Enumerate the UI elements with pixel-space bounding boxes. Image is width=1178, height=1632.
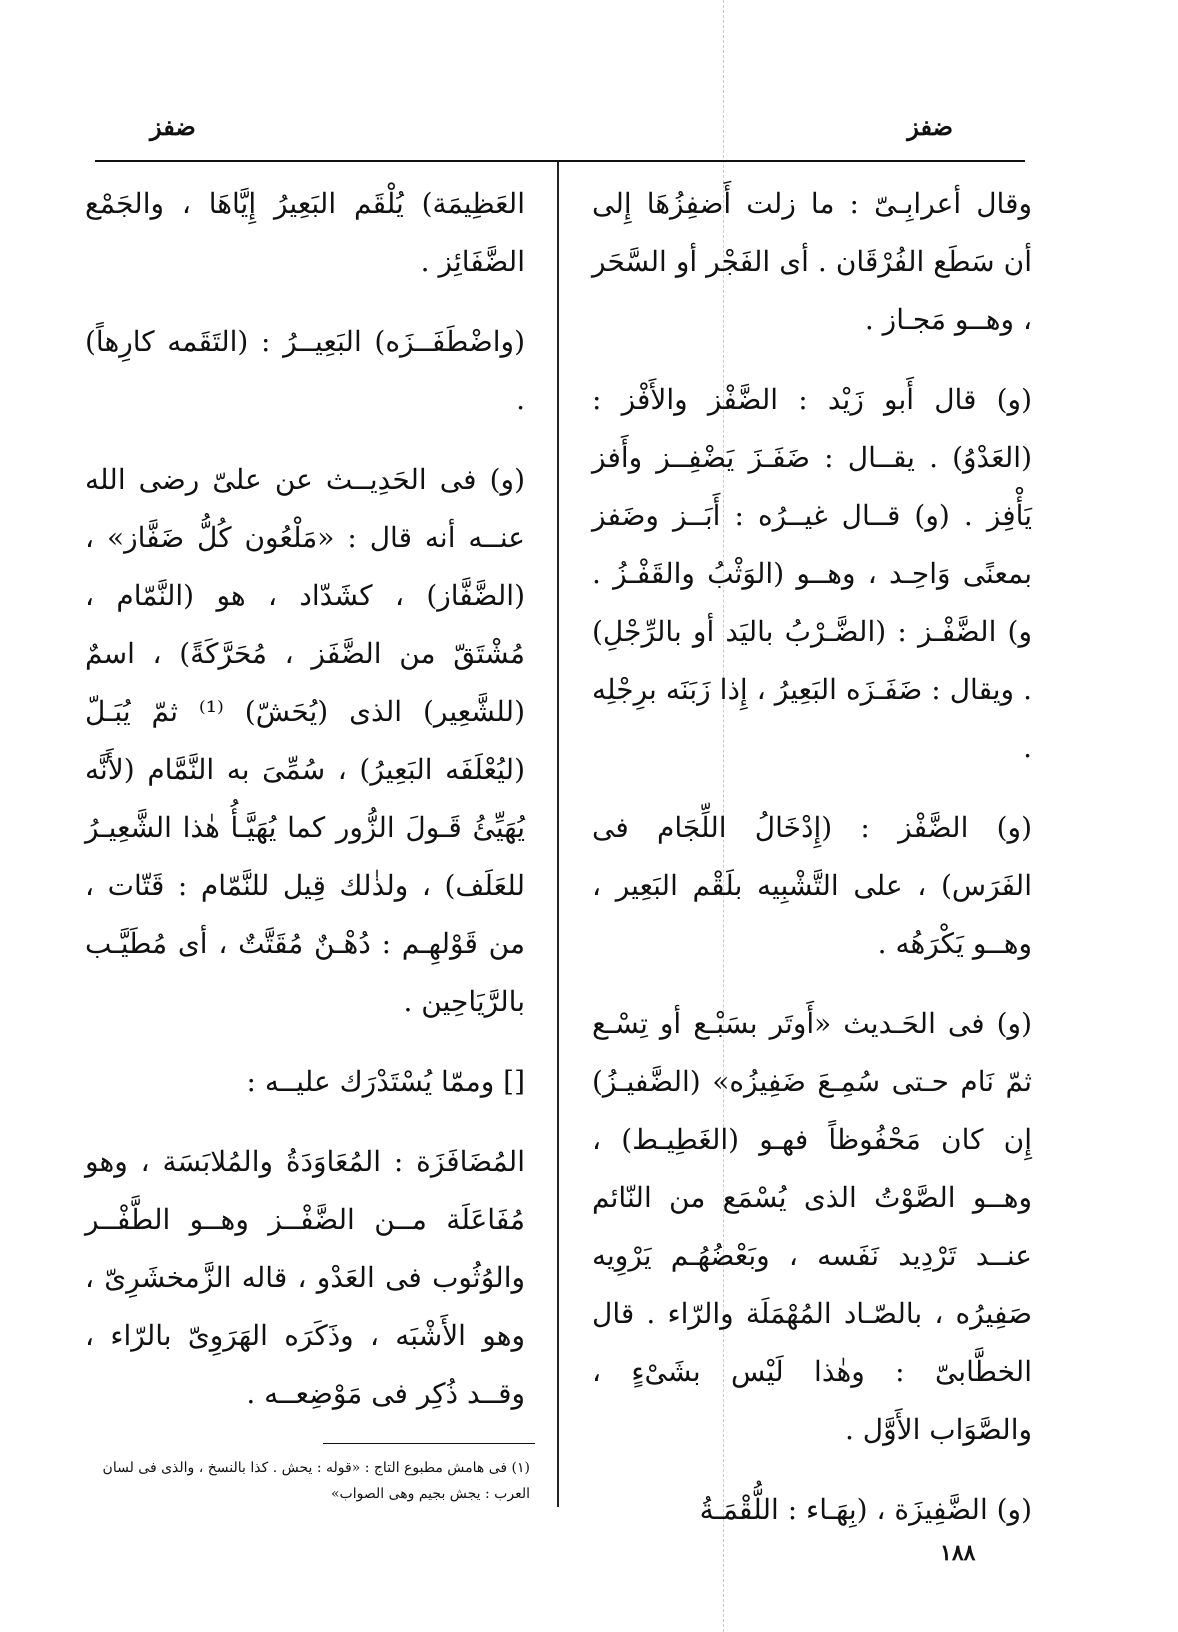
paragraph: (واضْطَفَــزَه) البَعِيــرُ : (التَقَمه كارِهاً) .: [85, 325, 525, 416]
paragraph: (و) فى الحَدِيــث عن علىّ رضى الله عنــه أنه قال : «مَلْعُون كُلُّ ضَفَّاز» ، (الضَّفَّاز) ، كشَدّاد ، هو (النَّمّام ، مُشْتَقّ من الضَّفَز ، مُحَرَّكَةً) ، اسمٌ (للشَّعِير) الذى (يُحَشّ) ⁽¹⁾ ثمّ يُبَـلّ (ليُعْلَفَه البَعِيرُ) ، سُمِّىَ به النَّمَّام (لأَنَّه يُهَيِّئُ قَـولَ الزُّور كما يُهَيَّـأُ هٰذا الشَّعِيـرُ للعَلَف) ، ولذٰلك قِيل للنَّمّام : قَتّات ، من قَوْلهِـم : دُهْـنٌ مُقَتَّتٌ ، أى مُطَيَّـب بالرَّيَاحِين .: [85, 463, 525, 1018]
footnote-rule: [323, 1443, 535, 1444]
running-header-right: ضفز: [907, 112, 953, 141]
paragraph: وقال أعرابِـىّ : ما زلت أَضفِزُهَا إِلى أن سَطَع الفُرْقَان . أى الفَجْر أو السَّحَر ، وهــو مَجـاز .: [592, 187, 1032, 336]
paragraph: (و) فى الحَـديث «أَوتَر بسَبْـع أو تِسْـع ثمّ نَام حـتى سُمِـعَ ضَفِيزُه» (الضَّفيـزُ) إِن كان مَحْفُوظاً فهـو (الغَطِيـط) ، وهــو الصَّوْتُ الذى يُسْمَع من النّائم عنــد تَرْدِيد نَفَسه ، وبَعْضُهُـم يَرْوِيه صَفِيرُه ، بالصّـاد المُهْمَلَة والرّاء . قال الخطَّابىّ : وهٰذا لَيْس بشَىْءٍ ، والصَّوَاب الأَوَّل .: [592, 1007, 1032, 1446]
paragraph: (و) الضَّفْز : (إِدْخَالُ اللِّجَام فى الفَرَس) ، على التَّشْبِيه بلَقْم البَعِير ، وهــو يَكْرَهُه .: [592, 811, 1032, 960]
paragraph: المُضَافَزَة : المُعَاوَدَةُ والمُلابَسَة ، وهو مُفَاعَلَة مــن الضَّفْــز وهــو الطَّفْــر والوُثُوب فى العَدْو ، قاله الزَّمخشَرِىّ ، وهو الأَشْبَه ، وذَكَرَه الهَرَوِىّ بالرّاء ، وقــد ذُكِر فى مَوْضِعــه .: [85, 1145, 525, 1410]
running-header-left: ضفز: [150, 112, 196, 141]
paragraph: (و) الضَّفِيزَة ، (بِهَـاء : اللُّقْمَـةُ: [699, 1493, 1032, 1526]
header-rule: [95, 160, 1025, 162]
right-column: [592, 175, 1032, 1561]
footnote: (١) فى هامش مطبوع التاج : «قوله : يحش . كذا بالنسخ ، والذى فى لسان العرب : يجش بجيم وهى الصواب»: [102, 1460, 530, 1502]
page-number: ١٨٨: [940, 1540, 976, 1566]
column-separator: [557, 162, 559, 1507]
left-column: [85, 175, 525, 1445]
paragraph: (و) قال أَبو زَيْد : الضَّفْز والأَفْز : (العَدْوُ) . يقــال : ضَفَـزَ يَضْفِــز وأَفز يَأْفِز . (و) قــال غيــرُه : أَبَــز وضَفز بمعنًى وَاحِـد ، وهــو (الوَثْبُ والقَفْـزُ . و) الضَّفْـز : (الضَّـرْبُ باليَد أو بالرِّجْلِ) . ويقال : ضَفَـزَه البَعِيرُ ، إِذا زَبَنَه برِجْلِه .: [592, 383, 1032, 764]
paragraph: [] وممّا يُسْتَدْرَك عليــه :: [246, 1065, 525, 1098]
paragraph: العَظِيمَة) يُلْقَم البَعِيرُ إِيَّاهَا ، والجَمْع الضَّفَائِز .: [85, 187, 525, 278]
